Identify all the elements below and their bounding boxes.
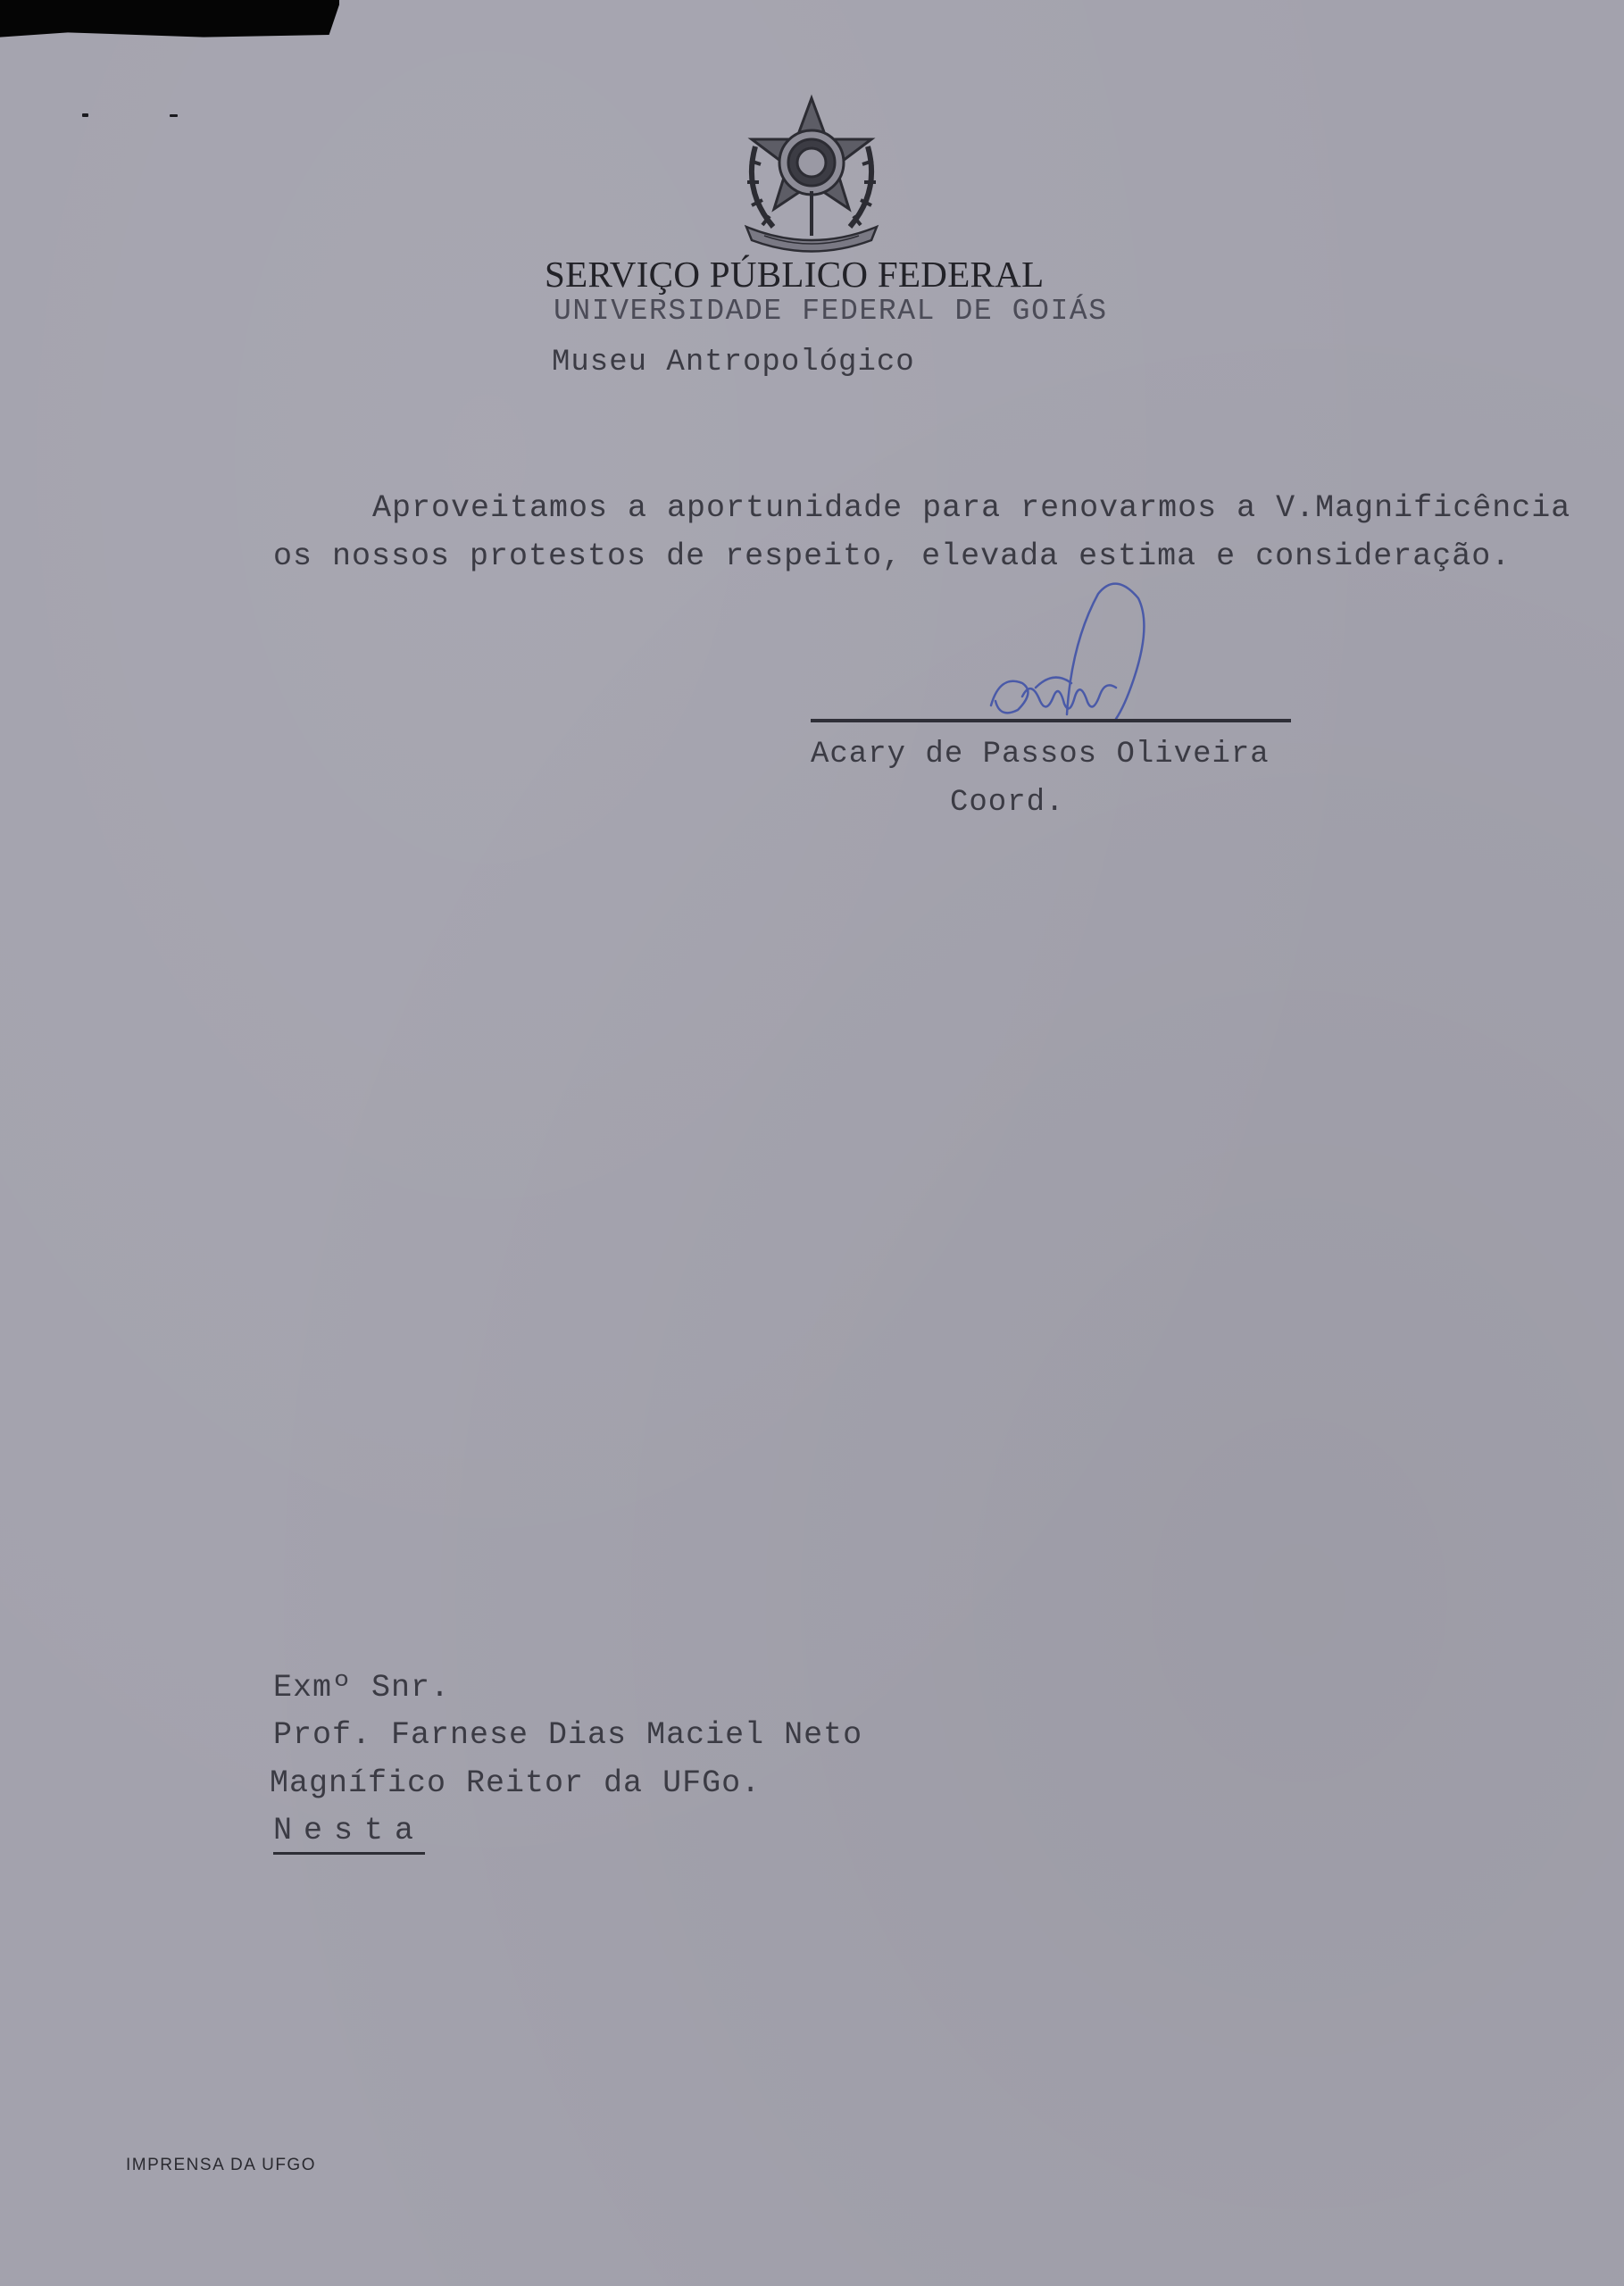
- addressee-name: Prof. Farnese Dias Maciel Neto: [273, 1717, 863, 1753]
- signer-name: Acary de Passos Oliveira: [811, 738, 1270, 772]
- printer-imprint: IMPRENSA DA UFGO: [126, 2156, 316, 2174]
- paper-speck: [170, 114, 178, 117]
- signature-line: [811, 719, 1291, 722]
- addressee-salutation: Exmº Snr.: [273, 1670, 451, 1706]
- signer-title: Coord.: [950, 786, 1065, 820]
- department-name: Museu Antropológico: [552, 346, 915, 380]
- paper-speck: [82, 113, 88, 117]
- addressee-location: Nesta: [273, 1813, 425, 1855]
- scan-corner-shadow: [0, 0, 339, 46]
- body-line-2: os nossos protestos de respeito, elevada estima e consideração.: [273, 538, 1512, 574]
- addressee-position: Magnífico Reitor da UFGo.: [270, 1765, 762, 1801]
- university-name: UNIVERSIDADE FEDERAL DE GOIÁS: [554, 295, 1108, 328]
- body-line-1: Aproveitamos a aportunidade para renovarmos a V.Magnificência: [372, 490, 1571, 526]
- handwritten-signature: [982, 572, 1161, 732]
- brazil-coat-of-arms-icon: [737, 93, 886, 254]
- service-heading: SERVIÇO PÚBLICO FEDERAL: [545, 254, 1045, 295]
